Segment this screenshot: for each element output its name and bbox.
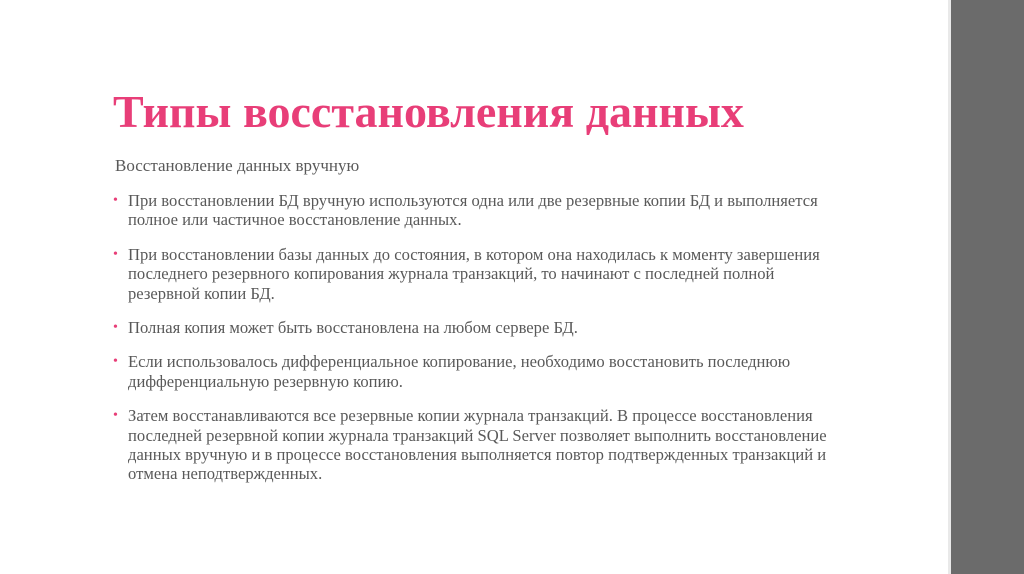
bullet-marker: • [113,246,118,262]
bullet-item [113,406,833,484]
bullet-marker: • [113,193,118,208]
bullet-text: При восстановлении базы данных до состояния, в котором она находилась к моменту завершения последнего резервного копирования журнала транзакций, то начинают с последней полной резервной копии БД. [128,244,820,303]
bullet-marker: • [113,354,118,370]
bullet-item [113,318,833,337]
side-strip-edge [948,0,951,574]
slide-title: Типы восстановления данных [113,86,744,137]
bullet-text: Полная копия может быть восстановлена на любом сервере БД. [128,318,578,338]
bullet-list [113,191,833,499]
bullet-marker: • [113,408,118,424]
bullet-text: Затем восстанавливаются все резервные копии журнала транзакций. В процессе восстановления последней резервной копии журнала транзакций SQL Server позволяет выполнить восстановление данных вручную и в процессе восстановления выполняется повтор подтвержденных транзакций и отмена неподтвержденных. [128,406,827,484]
bullet-marker: • [113,320,118,336]
bullet-item [113,352,833,391]
bullet-text: Если использовалось дифференциальное копирование, необходимо восстановить последнюю дифференциальную резервную копию. [128,352,791,391]
bullet-item [113,191,833,230]
bullet-item [113,245,833,303]
side-strip [948,0,1024,574]
bullet-text: При восстановлении БД вручную используются одна или две резервные копии БД и выполняется полное или частичное восстановление данных. [128,191,818,230]
slide-subtitle: Восстановление данных вручную [115,156,360,175]
